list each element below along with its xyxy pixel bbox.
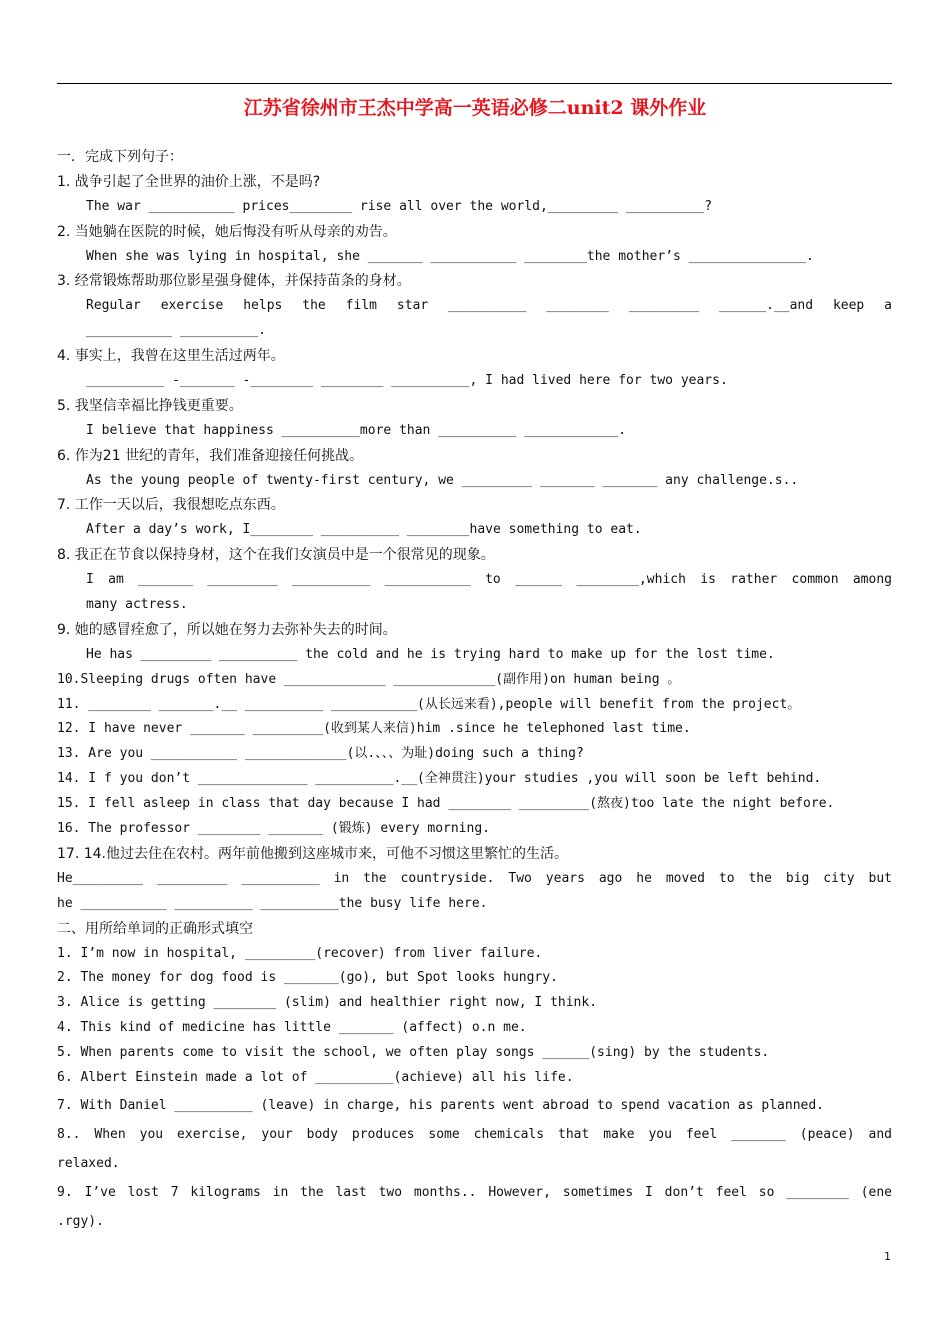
page-number: 1 xyxy=(884,1250,891,1263)
exercise-line: 6. Albert Einstein made a lot of __________(achieve) all his life. xyxy=(57,1069,574,1085)
exercise-line: 5. When parents come to visit the school, we often play songs ______(sing) by the students. xyxy=(57,1045,770,1061)
exercise-line: 9. I’ve lost 7 kilograms in the last two months.. However, sometimes I don’t feel so ________ (ene xyxy=(57,1184,892,1200)
exercise-line: 9. 她的感冒痊愈了，所以她在努力去弥补失去的时间。 xyxy=(57,621,397,638)
exercise-line: 8. 我正在节食以保持身材，这个在我们女演员中是一个很常见的现象。 xyxy=(57,547,495,564)
exercise-line: he ___________ __________ __________the busy life here. xyxy=(57,895,488,911)
exercise-line: 1. 战争引起了全世界的油价上涨，不是吗? xyxy=(57,173,321,190)
exercise-line: 8.. When you exercise, your body produces some chemicals that make you feel _______ (peace) and xyxy=(57,1126,892,1142)
exercise-line: When she was lying in hospital, she _______ ___________ ________the mother’s _______________. xyxy=(86,248,814,264)
header-rule xyxy=(57,83,892,84)
exercise-line: .rgy). xyxy=(57,1213,104,1229)
exercise-line: 5. 我坚信幸福比挣钱更重要。 xyxy=(57,397,243,414)
exercise-line: 7. 工作一天以后，我很想吃点东西。 xyxy=(57,497,285,514)
exercise-line: 17. 14.他过去住在农村。两年前他搬到这座城市来，可他不习惯这里繁忙的生活。 xyxy=(57,845,568,862)
exercise-line: 16. The professor ________ _______ (锻炼) every morning. xyxy=(57,821,490,837)
exercise-line: Regular exercise helps the film star __________ ________ _________ ______.__and keep a xyxy=(86,298,892,314)
exercise-line: 2. The money for dog food is _______(go), but Spot looks hungry. xyxy=(57,970,558,986)
exercise-line: 二、用所给单词的正确形式填空 xyxy=(57,920,253,937)
document-title: 江苏省徐州市王杰中学高一英语必修二unit2 课外作业 xyxy=(243,97,707,119)
exercise-line: 10.Sleeping drugs often have _____________ _____________(副作用)on human being 。 xyxy=(57,671,681,687)
exercise-line: He_________ _________ __________ in the countryside. Two years ago he moved to the big city but xyxy=(57,870,892,886)
exercise-line: After a day’s work, I________ __________ ________have something to eat. xyxy=(86,522,642,538)
exercise-line: 一．完成下列句子： xyxy=(57,149,183,165)
exercise-line: 1. I’m now in hospital, _________(recover) from liver failure. xyxy=(57,945,543,961)
exercise-line: 7. With Daniel __________ (leave) in charge, his parents went abroad to spend vacation as planned. xyxy=(57,1097,825,1113)
exercise-line: I believe that happiness __________more than __________ ____________. xyxy=(86,422,627,438)
exercise-line: The war ___________ prices________ rise all over the world,_________ __________? xyxy=(86,198,713,214)
exercise-line: many actress. xyxy=(86,597,188,613)
exercise-line: 4. This kind of medicine has little _______ (affect) o.n me. xyxy=(57,1020,527,1036)
exercise-line: 6. 作为21 世纪的青年，我们准备迎接任何挑战。 xyxy=(57,447,364,464)
exercise-line: 15. I fell asleep in class that day because I had ________ _________(熬夜)too late the night before. xyxy=(57,796,835,812)
exercise-line: 14. I f you don’t ______________ __________.__(全神贯注)your studies ,you will soon be left behind. xyxy=(57,771,822,787)
exercise-line: ___________ __________. xyxy=(86,323,267,339)
exercise-line: He has _________ __________ the cold and he is trying hard to make up for the lost time. xyxy=(86,646,775,662)
exercise-line: __________ -_______ -________ ________ __________, I had lived here for two years. xyxy=(86,373,728,389)
exercise-line: 4. 事实上，我曾在这里生活过两年。 xyxy=(57,348,285,365)
exercise-line: I am _______ _________ __________ ___________ to ______ ________,which is rather common among xyxy=(86,572,892,588)
exercise-line: 3. Alice is getting ________ (slim) and healthier right now, I think. xyxy=(57,995,598,1011)
exercise-line: 13. Are you ___________ _____________(以.、、、为耻)doing such a thing? xyxy=(57,746,584,762)
exercise-line: relaxed. xyxy=(57,1155,120,1171)
exercise-line: 3. 经常锻炼帮助那位影星强身健体，并保持苗条的身材。 xyxy=(57,273,411,290)
exercise-line: 12. I have never _______ _________(收到某人来信)him .since he telephoned last time. xyxy=(57,721,691,737)
exercise-line: 2. 当她躺在医院的时候，她后悔没有听从母亲的劝告。 xyxy=(57,223,397,240)
exercise-body xyxy=(57,145,892,1236)
exercise-line: As the young people of twenty-first century, we _________ _______ _______ any challenge.s.. xyxy=(86,472,799,488)
exercise-line: 11. ________ _______.__ __________ ___________(从长远来看),people will benefit from the project。 xyxy=(57,696,801,712)
